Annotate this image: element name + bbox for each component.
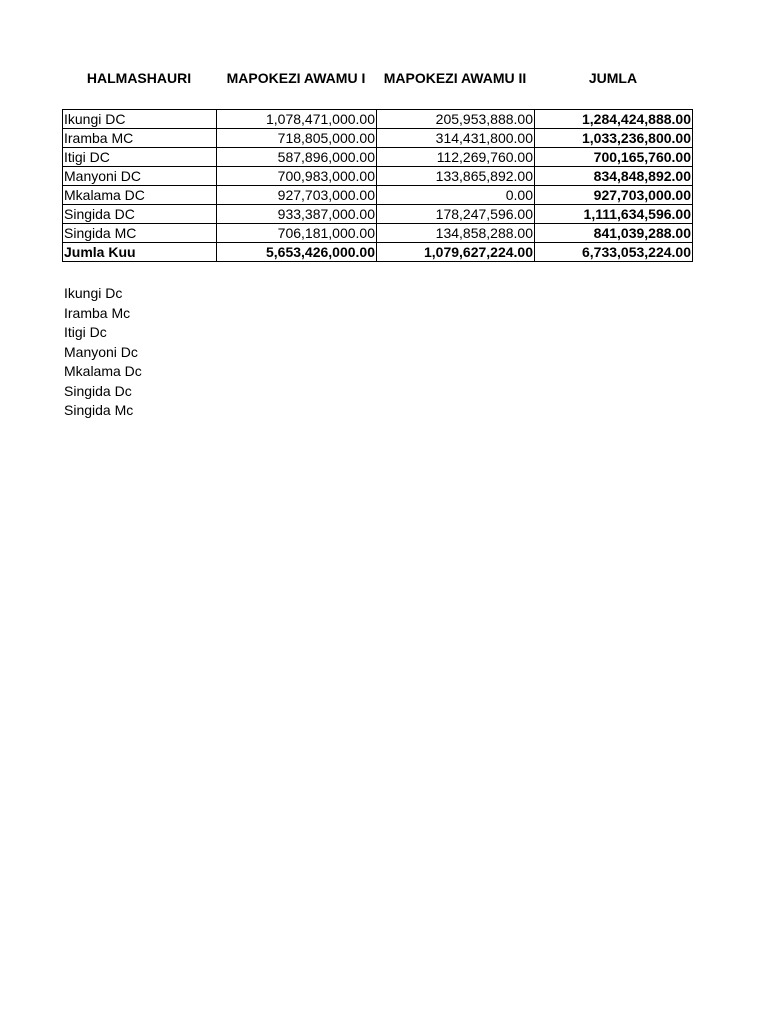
cell-halmashauri: Ikungi DC <box>63 110 217 129</box>
cell-awamu-1: 706,181,000.00 <box>217 224 377 243</box>
list-item: Manyoni Dc <box>64 343 138 360</box>
list-item: Singida Mc <box>64 402 134 418</box>
cell-awamu-2: 314,431,800.00 <box>377 129 535 148</box>
table-row <box>63 167 693 186</box>
cell-awamu-1: 933,387,000.00 <box>217 205 377 224</box>
cell-awamu-2: 112,269,760.00 <box>377 148 535 167</box>
cell-jumla: 1,033,236,800.00 <box>535 129 693 148</box>
cell-jumla: 1,111,634,596.00 <box>535 205 693 224</box>
table-row <box>63 186 693 205</box>
total-label: Jumla Kuu <box>63 243 217 262</box>
halmashauri-list <box>64 284 142 421</box>
total-awamu-2: 1,079,627,224.00 <box>377 243 535 262</box>
total-jumla: 6,733,053,224.00 <box>535 243 693 262</box>
table-header <box>62 70 692 90</box>
cell-awamu-2: 134,858,288.00 <box>377 224 535 243</box>
column-header-mapokezi-awamu-1: MAPOKEZI AWAMU I <box>226 70 366 86</box>
list-item: Singida Dc <box>64 382 132 399</box>
cell-jumla: 834,848,892.00 <box>535 167 693 186</box>
cell-awamu-2: 0.00 <box>377 186 535 205</box>
cell-awamu-2: 133,865,892.00 <box>377 167 535 186</box>
list-item: Ikungi Dc <box>64 285 123 301</box>
cell-awamu-1: 927,703,000.00 <box>217 186 377 205</box>
cell-jumla: 1,284,424,888.00 <box>535 110 693 129</box>
list-item: Itigi Dc <box>64 324 107 340</box>
cell-halmashauri: Singida DC <box>63 205 217 224</box>
total-row <box>63 243 693 262</box>
table-row <box>63 129 693 148</box>
list-item: Mkalama Dc <box>64 363 142 379</box>
cell-halmashauri: Singida MC <box>63 224 217 243</box>
cell-awamu-2: 178,247,596.00 <box>377 205 535 224</box>
table-row <box>63 224 693 243</box>
mapokezi-table <box>62 109 693 262</box>
cell-halmashauri: Itigi DC <box>63 148 217 167</box>
cell-jumla: 841,039,288.00 <box>535 224 693 243</box>
cell-jumla: 927,703,000.00 <box>535 186 693 205</box>
total-awamu-1: 5,653,426,000.00 <box>217 243 377 262</box>
table-row <box>63 205 693 224</box>
list-item: Iramba Mc <box>64 304 131 321</box>
column-header-halmashauri: HALMASHAURI <box>86 70 192 86</box>
cell-awamu-1: 718,805,000.00 <box>217 129 377 148</box>
cell-jumla: 700,165,760.00 <box>535 148 693 167</box>
cell-awamu-1: 700,983,000.00 <box>217 167 377 186</box>
cell-halmashauri: Iramba MC <box>63 129 217 148</box>
column-header-mapokezi-awamu-2: MAPOKEZI AWAMU II <box>383 70 527 86</box>
cell-halmashauri: Manyoni DC <box>63 167 217 186</box>
table-row <box>63 110 693 129</box>
cell-awamu-1: 587,896,000.00 <box>217 148 377 167</box>
cell-halmashauri: Mkalama DC <box>63 186 217 205</box>
table-row <box>63 148 693 167</box>
cell-awamu-1: 1,078,471,000.00 <box>217 110 377 129</box>
cell-awamu-2: 205,953,888.00 <box>377 110 535 129</box>
column-header-jumla: JUMLA <box>588 70 638 86</box>
